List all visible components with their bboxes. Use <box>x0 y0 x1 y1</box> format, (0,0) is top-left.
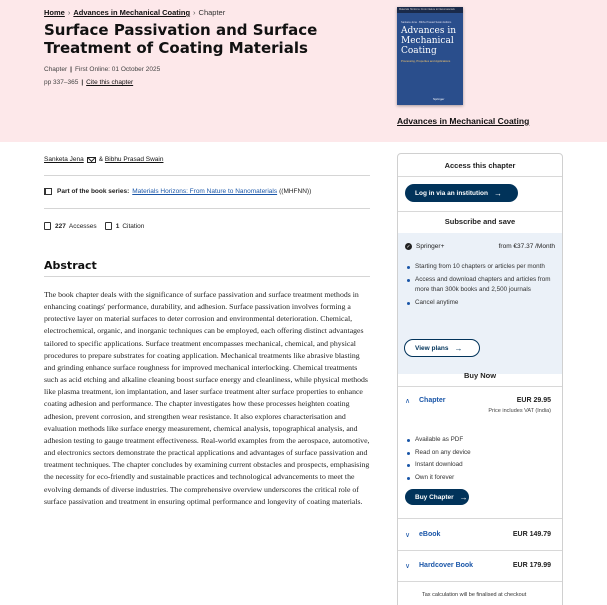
author-joiner: & <box>98 156 104 163</box>
content-type: Chapter <box>44 66 68 73</box>
list-item: Cancel anytime <box>407 298 552 309</box>
accesses-count: 227 <box>55 222 66 230</box>
breadcrumb <box>44 8 225 17</box>
divider <box>44 208 370 209</box>
book-series <box>44 188 311 195</box>
check-circle-icon: ✓ <box>406 243 411 250</box>
chapter-meta <box>44 66 160 73</box>
chevron-down-icon: ∨ <box>405 563 411 570</box>
hardcover-price: EUR 179.99 <box>512 562 551 569</box>
chapter-price: EUR 29.95 <box>516 397 551 404</box>
breadcrumb-separator: › <box>67 8 71 17</box>
divider <box>44 175 370 176</box>
accesses-icon <box>44 222 51 230</box>
author-link[interactable]: Sanketa Jena <box>44 156 84 163</box>
email-icon[interactable] <box>87 157 96 163</box>
divider <box>398 581 562 582</box>
book-icon <box>44 188 52 195</box>
ebook-price: EUR 149.79 <box>512 531 551 538</box>
arrow-right-icon: → <box>459 492 468 502</box>
subscribe-heading: Subscribe and save <box>444 217 516 226</box>
meta-separator: | <box>70 66 72 73</box>
buy-now-heading: Buy Now <box>463 371 497 380</box>
breadcrumb-separator: › <box>193 8 196 17</box>
article-metrics <box>44 222 144 230</box>
list-item: Starting from 10 chapters or articles per month <box>407 262 552 273</box>
citations-count[interactable]: 1 <box>115 222 120 230</box>
cover-title: Advances in Mechanical Coating <box>401 26 457 56</box>
institution-login-button[interactable] <box>405 184 518 202</box>
list-item: Available as PDF <box>407 434 471 447</box>
divider <box>398 211 562 212</box>
cover-publisher-logo: Springer <box>433 97 445 101</box>
vat-note: Price includes VAT (India) <box>488 408 551 414</box>
divider <box>398 518 562 519</box>
chapter-pages-row <box>44 79 133 86</box>
chapter-features <box>407 434 471 485</box>
view-plans-label: View plans <box>415 344 449 352</box>
access-heading: Access this chapter <box>444 161 516 170</box>
list-item: Read on any device <box>407 447 471 460</box>
springer-plus-label: Springer+ <box>416 243 445 250</box>
springer-plus-row <box>405 243 555 250</box>
buy-chapter-label: Buy Chapter <box>415 493 454 501</box>
divider <box>398 386 562 387</box>
abstract-text: The book chapter deals with the significance of surface passivation and surface treatment methods in enhancing coatings' performance, durability, and adhesion. Surface passivation involves forming a protective layer on material surfaces to deter corrosion and environmental deterioration. Chemical, electrochemical, organic, and inorganic techniques can be employed, each offering distinct advantages tailored to specific applications. Surface treatment encompasses mechanical, chemical, and physical procedures to prepare substrates for coating application. Mechanical treatments like abrasive blasting and grinding enhance surface roughness for improved mechanical interlocking. Chemical treatments such as acid etching and alkaline cleaning boost surface energy and cleanliness, while physical methods like plasma treatment, ion implantation, and laser surface treatment alter surface properties to enhance coating adhesion and performance. The chapter investigates how these processes heighten coating adhesion, prevent corrosion, and strengthen wear resistance. It also explores characterisation and evaluation methods like surface energy measurement, chemical analysis, topographical analysis, and adhesion testing to gauge treatment effectiveness. Real-world examples from the aerospace, automotive, and electronics sectors demonstrate the practical applications and advantages of surface passivation and treatment techniques. The chapter concludes by examining current obstacles and prospects, emphasising the necessity for eco-friendly and sustainable practices and technological advancements to meet the evolving demands of diverse industries. The comprehensive overview underscores the critical role of surface passivation and treatment in ensuring optimal performance and longevity of coating materials. <box>44 290 370 506</box>
author-list <box>44 156 163 163</box>
book-cover-image[interactable] <box>397 7 463 105</box>
citations-label[interactable]: Citation <box>122 222 145 230</box>
springer-plus-offer <box>398 233 562 374</box>
divider <box>398 176 562 177</box>
arrow-right-icon: → <box>493 188 502 198</box>
ebook-option-label: eBook <box>419 531 441 538</box>
institution-login-label: Log in via an institution <box>415 189 488 197</box>
cite-chapter-link[interactable]: Cite this chapter <box>86 79 134 86</box>
page-title: Surface Passivation and Surface Treatment of Coating Materials <box>44 21 318 57</box>
springer-benefits <box>407 262 552 310</box>
accesses-label: Accesses <box>68 222 97 230</box>
access-sidebar <box>397 153 563 605</box>
divider <box>44 276 370 277</box>
list-item: Access and download chapters and articles from more than 300k books and 2,500 journals <box>407 275 552 296</box>
series-abbr: ((MHFNN)) <box>279 188 312 195</box>
divider <box>398 550 562 551</box>
series-link[interactable]: Materials Horizons: From Nature to Nanomaterials <box>132 188 278 195</box>
cover-series-text: Materials Horizons: From Nature to Nanomaterials <box>397 7 463 13</box>
view-plans-button[interactable] <box>404 339 480 357</box>
hardcover-option-label: Hardcover Book <box>419 562 474 569</box>
springer-plus-price: from €37.37 /Month <box>498 243 555 250</box>
page-range: pp 337–365 <box>44 79 79 86</box>
tax-note: Tax calculation will be finalised at checkout <box>422 592 527 598</box>
cover-editors: Sanketa Jena · Bibhu Prasad Swain Editors <box>401 21 452 24</box>
list-item: Own it forever <box>407 472 471 485</box>
breadcrumb-home-link[interactable]: Home <box>44 8 65 17</box>
meta-separator: | <box>81 79 84 86</box>
cover-subtitle: Processing, Properties and Applications <box>401 59 451 63</box>
book-title-link[interactable]: Advances in Mechanical Coating <box>397 116 530 126</box>
breadcrumb-book-link[interactable]: Advances in Mechanical Coating <box>73 8 191 17</box>
first-online-date: First Online: 01 October 2025 <box>74 66 161 73</box>
breadcrumb-current: Chapter <box>198 8 226 17</box>
abstract-heading: Abstract <box>44 259 97 272</box>
citation-icon <box>105 222 112 230</box>
author-link[interactable]: Bibhu Prasad Swain <box>104 156 164 163</box>
series-prefix: Part of the book series: <box>57 188 130 195</box>
arrow-right-icon: → <box>454 343 463 353</box>
chapter-option-label: Chapter <box>419 397 446 404</box>
buy-chapter-button[interactable] <box>405 489 469 505</box>
chevron-up-icon: ∧ <box>405 398 411 405</box>
list-item: Instant download <box>407 459 471 472</box>
chevron-down-icon: ∨ <box>405 532 411 539</box>
